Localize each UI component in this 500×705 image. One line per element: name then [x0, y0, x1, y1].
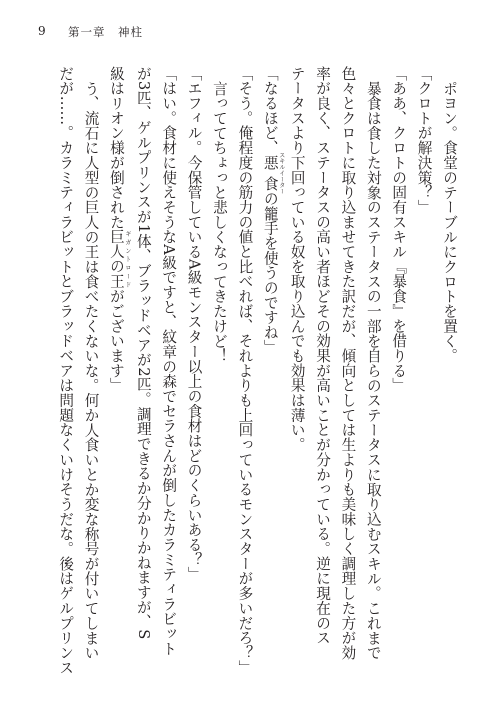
text-line: テータスより下回っている奴を取り込んでも効果は薄い。 — [288, 66, 306, 453]
text-line: う、流石に人型の巨人の王は食べたくないな。何か人食いとか変な称号が付いてしまい — [82, 80, 100, 660]
text-line: 「ああ、クロトの固有スキル『暴食』を借りる」 — [390, 66, 408, 393]
text-line: 暴食は食した対象のステータスの一部を自らのステータスに取り込むスキル。これまで — [364, 80, 382, 660]
text-line: 級はリオン様が倒された巨人の王 ギガントロードがございます」 — [107, 66, 131, 393]
text-line: 「はい。食材に使えそうなA級ですと、紋章の森でセラさんが倒したカラミティラビット — [160, 66, 178, 656]
text-line: だが……。カラミティラビットとブラッドベアは問題なくいけそうだな。後はゲルプリンス — [57, 66, 75, 675]
text-line: 色々とクロトに取り込ませてきた訳だが、傾向としては生よりも美味しく調理した方が効 — [339, 66, 357, 660]
text-line: 言っててちょっと悲しくなってきたけど！ — [210, 80, 228, 363]
text-line: が3匹、ゲルプリンスが1体、ブラッドベアが2匹。調理できるか分かりかねますが、S — [134, 66, 152, 640]
text-line: 「クロトが解決策？」 — [415, 66, 433, 215]
chapter-title: 第一章 神柱 — [68, 25, 143, 39]
text-line: 率が良く、ステータスの高い者ほどその効果が高いことが分かっている。逆に現在のス — [314, 66, 332, 646]
text-line: 「なるほど、悪食 スキルイーターの籠手を使うのですね」 — [261, 66, 285, 355]
running-header — [0, 0, 500, 70]
novel-body-text — [32, 66, 462, 675]
text-line: 「そう。俺程度の筋力の値と比べれば、それよりも上回っているモンスターが多いだろ？」 — [236, 66, 254, 675]
ruby-annotation: 悪食 スキルイーター — [261, 152, 285, 195]
text-line: 「エフィル。今保管しているA級モンスター以上の食材はどのくらいある？」 — [185, 66, 203, 582]
ruby-annotation: 巨人の王 ギガントロード — [107, 229, 131, 289]
text-line: ポヨン。食堂のテーブルにクロトを置く。 — [441, 80, 458, 363]
ruby-reading: スキルイーター — [277, 152, 285, 195]
ruby-reading: ギガントロード — [123, 229, 131, 289]
page-number: 9 — [38, 24, 46, 38]
